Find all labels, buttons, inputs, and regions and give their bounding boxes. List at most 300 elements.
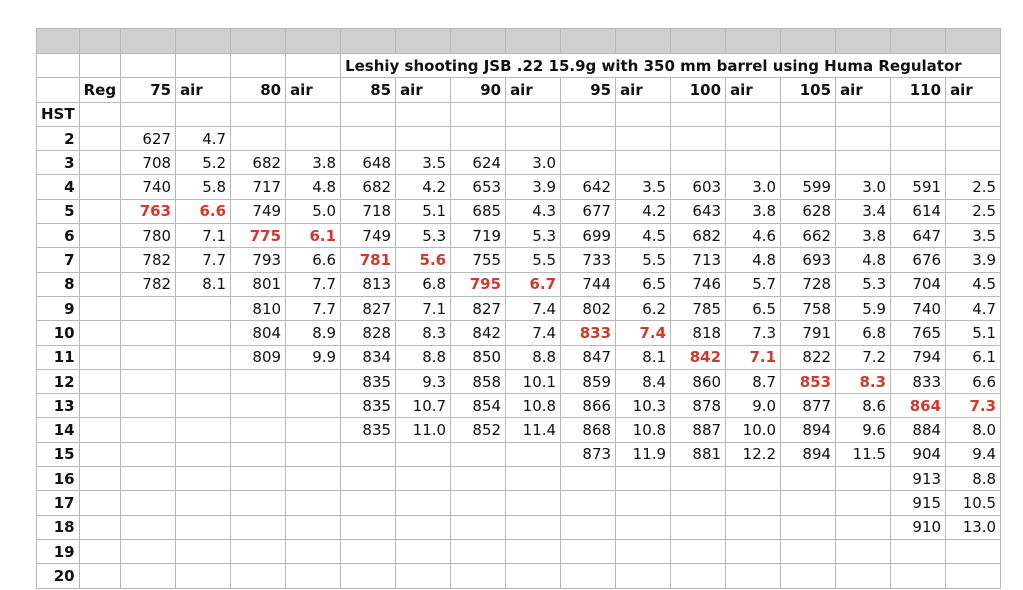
gray-header-cell[interactable] bbox=[946, 29, 1001, 54]
hst-value[interactable]: 20 bbox=[37, 564, 80, 588]
air-value[interactable]: 3.9 bbox=[506, 175, 561, 199]
air-value[interactable] bbox=[616, 467, 671, 491]
fps-value[interactable] bbox=[671, 491, 726, 515]
air-value[interactable]: 9.6 bbox=[836, 418, 891, 442]
hst-header[interactable]: HST bbox=[37, 102, 80, 126]
fps-value[interactable] bbox=[891, 564, 946, 588]
air-header[interactable]: air bbox=[286, 78, 341, 102]
air-value[interactable] bbox=[726, 515, 781, 539]
fps-value[interactable] bbox=[121, 442, 176, 466]
fps-value[interactable]: 733 bbox=[561, 248, 616, 272]
air-value[interactable]: 6.8 bbox=[836, 321, 891, 345]
fps-value[interactable] bbox=[121, 418, 176, 442]
fps-value[interactable]: 614 bbox=[891, 199, 946, 223]
cell[interactable] bbox=[506, 102, 561, 126]
air-value[interactable]: 7.2 bbox=[836, 345, 891, 369]
fps-value[interactable]: 801 bbox=[231, 272, 286, 296]
air-value[interactable] bbox=[176, 394, 231, 418]
fps-value[interactable] bbox=[121, 296, 176, 320]
fps-value[interactable]: 643 bbox=[671, 199, 726, 223]
reg-cell[interactable] bbox=[79, 199, 120, 223]
fps-value[interactable] bbox=[781, 539, 836, 563]
fps-value[interactable] bbox=[561, 564, 616, 588]
fps-value[interactable] bbox=[231, 564, 286, 588]
air-value[interactable]: 4.7 bbox=[946, 296, 1001, 320]
air-value[interactable]: 8.4 bbox=[616, 369, 671, 393]
air-value[interactable]: 8.3 bbox=[836, 369, 891, 393]
fps-value[interactable] bbox=[121, 539, 176, 563]
gray-header-cell[interactable] bbox=[37, 29, 80, 54]
air-value[interactable] bbox=[286, 564, 341, 588]
fps-value[interactable]: 647 bbox=[891, 224, 946, 248]
air-value[interactable]: 4.7 bbox=[176, 126, 231, 150]
fps-value[interactable] bbox=[341, 491, 396, 515]
reg-cell[interactable] bbox=[79, 321, 120, 345]
gray-header-cell[interactable] bbox=[451, 29, 506, 54]
fps-value[interactable] bbox=[121, 515, 176, 539]
reg-cell[interactable] bbox=[79, 272, 120, 296]
air-value[interactable] bbox=[286, 515, 341, 539]
cell[interactable] bbox=[176, 102, 231, 126]
fps-value[interactable]: 682 bbox=[231, 151, 286, 175]
fps-value[interactable] bbox=[121, 369, 176, 393]
fps-value[interactable]: 842 bbox=[671, 345, 726, 369]
fps-value[interactable]: 740 bbox=[121, 175, 176, 199]
fps-value[interactable]: 833 bbox=[891, 369, 946, 393]
fps-value[interactable] bbox=[781, 126, 836, 150]
air-value[interactable]: 10.1 bbox=[506, 369, 561, 393]
air-value[interactable]: 4.8 bbox=[286, 175, 341, 199]
air-value[interactable]: 5.5 bbox=[616, 248, 671, 272]
fps-value[interactable] bbox=[781, 151, 836, 175]
cell[interactable] bbox=[781, 102, 836, 126]
air-value[interactable]: 11.0 bbox=[396, 418, 451, 442]
fps-value[interactable] bbox=[231, 515, 286, 539]
air-value[interactable]: 6.8 bbox=[396, 272, 451, 296]
gray-header-cell[interactable] bbox=[891, 29, 946, 54]
gray-header-cell[interactable] bbox=[396, 29, 451, 54]
fps-value[interactable]: 852 bbox=[451, 418, 506, 442]
gray-header-cell[interactable] bbox=[726, 29, 781, 54]
air-value[interactable]: 7.7 bbox=[286, 296, 341, 320]
air-value[interactable]: 5.8 bbox=[176, 175, 231, 199]
air-value[interactable]: 4.6 bbox=[726, 224, 781, 248]
air-value[interactable] bbox=[616, 515, 671, 539]
air-value[interactable] bbox=[286, 442, 341, 466]
hst-value[interactable]: 12 bbox=[37, 369, 80, 393]
fps-value[interactable] bbox=[121, 345, 176, 369]
air-value[interactable] bbox=[946, 564, 1001, 588]
air-header[interactable]: air bbox=[506, 78, 561, 102]
fps-value[interactable]: 794 bbox=[891, 345, 946, 369]
fps-value[interactable] bbox=[341, 564, 396, 588]
fps-value[interactable] bbox=[891, 539, 946, 563]
fps-value[interactable]: 755 bbox=[451, 248, 506, 272]
cell[interactable] bbox=[396, 102, 451, 126]
fps-value[interactable] bbox=[231, 539, 286, 563]
fps-value[interactable]: 915 bbox=[891, 491, 946, 515]
fps-value[interactable]: 693 bbox=[781, 248, 836, 272]
air-value[interactable] bbox=[836, 515, 891, 539]
gray-header-cell[interactable] bbox=[341, 29, 396, 54]
fps-value[interactable] bbox=[561, 491, 616, 515]
hst-value[interactable]: 8 bbox=[37, 272, 80, 296]
cell[interactable] bbox=[79, 102, 120, 126]
fps-value[interactable]: 835 bbox=[341, 369, 396, 393]
air-value[interactable]: 11.5 bbox=[836, 442, 891, 466]
hst-value[interactable]: 5 bbox=[37, 199, 80, 223]
air-value[interactable]: 4.8 bbox=[836, 248, 891, 272]
air-value[interactable]: 3.8 bbox=[286, 151, 341, 175]
fps-value[interactable]: 878 bbox=[671, 394, 726, 418]
fps-value[interactable] bbox=[891, 126, 946, 150]
hst-value[interactable]: 2 bbox=[37, 126, 80, 150]
fps-value[interactable]: 749 bbox=[231, 199, 286, 223]
cell[interactable] bbox=[891, 102, 946, 126]
fps-value[interactable]: 894 bbox=[781, 418, 836, 442]
fps-value[interactable]: 749 bbox=[341, 224, 396, 248]
fps-value[interactable]: 713 bbox=[671, 248, 726, 272]
cell[interactable] bbox=[121, 54, 176, 78]
cell[interactable] bbox=[561, 102, 616, 126]
hst-value[interactable]: 3 bbox=[37, 151, 80, 175]
fps-value[interactable] bbox=[671, 126, 726, 150]
fps-value[interactable]: 822 bbox=[781, 345, 836, 369]
reg-cell[interactable] bbox=[79, 369, 120, 393]
fps-value[interactable] bbox=[121, 467, 176, 491]
air-value[interactable]: 5.1 bbox=[396, 199, 451, 223]
air-value[interactable]: 6.5 bbox=[726, 296, 781, 320]
air-value[interactable]: 6.1 bbox=[286, 224, 341, 248]
air-value[interactable] bbox=[836, 151, 891, 175]
air-value[interactable] bbox=[836, 564, 891, 588]
air-value[interactable] bbox=[286, 394, 341, 418]
fps-value[interactable]: 699 bbox=[561, 224, 616, 248]
fps-value[interactable] bbox=[561, 515, 616, 539]
air-value[interactable] bbox=[506, 491, 561, 515]
air-value[interactable]: 8.1 bbox=[616, 345, 671, 369]
fps-value[interactable] bbox=[561, 126, 616, 150]
cell[interactable] bbox=[121, 102, 176, 126]
reg-cell[interactable] bbox=[79, 175, 120, 199]
air-value[interactable]: 6.5 bbox=[616, 272, 671, 296]
air-value[interactable] bbox=[396, 442, 451, 466]
air-value[interactable]: 2.5 bbox=[946, 199, 1001, 223]
air-value[interactable]: 12.2 bbox=[726, 442, 781, 466]
air-header[interactable]: air bbox=[836, 78, 891, 102]
reg-cell[interactable] bbox=[79, 539, 120, 563]
cell[interactable] bbox=[341, 102, 396, 126]
cell[interactable] bbox=[286, 102, 341, 126]
air-value[interactable]: 5.2 bbox=[176, 151, 231, 175]
reg-cell[interactable] bbox=[79, 248, 120, 272]
air-value[interactable] bbox=[286, 467, 341, 491]
hst-value[interactable]: 4 bbox=[37, 175, 80, 199]
fps-value[interactable] bbox=[231, 442, 286, 466]
gray-header-cell[interactable] bbox=[176, 29, 231, 54]
air-header[interactable]: air bbox=[176, 78, 231, 102]
air-value[interactable]: 3.9 bbox=[946, 248, 1001, 272]
gray-header-cell[interactable] bbox=[506, 29, 561, 54]
fps-value[interactable]: 775 bbox=[231, 224, 286, 248]
reg-cell[interactable] bbox=[79, 151, 120, 175]
air-header[interactable]: air bbox=[946, 78, 1001, 102]
fps-value[interactable]: 827 bbox=[451, 296, 506, 320]
air-value[interactable]: 5.3 bbox=[396, 224, 451, 248]
fps-value[interactable]: 860 bbox=[671, 369, 726, 393]
fps-value[interactable]: 884 bbox=[891, 418, 946, 442]
air-value[interactable] bbox=[506, 442, 561, 466]
air-value[interactable]: 3.0 bbox=[836, 175, 891, 199]
air-header[interactable]: air bbox=[726, 78, 781, 102]
air-value[interactable] bbox=[396, 564, 451, 588]
hst-value[interactable]: 9 bbox=[37, 296, 80, 320]
fps-value[interactable]: 835 bbox=[341, 418, 396, 442]
fps-value[interactable]: 881 bbox=[671, 442, 726, 466]
fps-value[interactable]: 782 bbox=[121, 248, 176, 272]
fps-value[interactable]: 758 bbox=[781, 296, 836, 320]
fps-value[interactable]: 717 bbox=[231, 175, 286, 199]
cell[interactable] bbox=[231, 102, 286, 126]
fps-value[interactable]: 599 bbox=[781, 175, 836, 199]
air-value[interactable] bbox=[836, 126, 891, 150]
gray-header-cell[interactable] bbox=[616, 29, 671, 54]
air-value[interactable]: 7.7 bbox=[286, 272, 341, 296]
air-value[interactable] bbox=[506, 539, 561, 563]
air-value[interactable]: 8.7 bbox=[726, 369, 781, 393]
air-value[interactable] bbox=[176, 321, 231, 345]
fps-value[interactable]: 913 bbox=[891, 467, 946, 491]
air-value[interactable] bbox=[616, 564, 671, 588]
cell[interactable] bbox=[176, 54, 231, 78]
fps-value[interactable] bbox=[451, 126, 506, 150]
air-value[interactable]: 7.3 bbox=[946, 394, 1001, 418]
fps-value[interactable]: 740 bbox=[891, 296, 946, 320]
fps-header[interactable]: 75 bbox=[121, 78, 176, 102]
air-value[interactable]: 3.8 bbox=[836, 224, 891, 248]
cell[interactable] bbox=[451, 102, 506, 126]
cell[interactable] bbox=[286, 54, 341, 78]
air-value[interactable] bbox=[176, 418, 231, 442]
fps-value[interactable] bbox=[341, 515, 396, 539]
air-value[interactable]: 3.5 bbox=[396, 151, 451, 175]
reg-header[interactable]: Reg bbox=[79, 78, 120, 102]
air-value[interactable] bbox=[176, 345, 231, 369]
cell[interactable] bbox=[231, 54, 286, 78]
fps-value[interactable]: 795 bbox=[451, 272, 506, 296]
air-value[interactable] bbox=[176, 467, 231, 491]
reg-cell[interactable] bbox=[79, 345, 120, 369]
air-value[interactable] bbox=[176, 539, 231, 563]
air-value[interactable] bbox=[396, 539, 451, 563]
fps-value[interactable] bbox=[451, 564, 506, 588]
reg-cell[interactable] bbox=[79, 126, 120, 150]
hst-value[interactable]: 16 bbox=[37, 467, 80, 491]
fps-value[interactable]: 793 bbox=[231, 248, 286, 272]
air-value[interactable]: 11.4 bbox=[506, 418, 561, 442]
fps-value[interactable]: 624 bbox=[451, 151, 506, 175]
air-value[interactable] bbox=[176, 296, 231, 320]
fps-value[interactable]: 744 bbox=[561, 272, 616, 296]
fps-value[interactable]: 842 bbox=[451, 321, 506, 345]
air-value[interactable] bbox=[616, 539, 671, 563]
cell[interactable] bbox=[37, 78, 80, 102]
fps-value[interactable]: 685 bbox=[451, 199, 506, 223]
fps-value[interactable]: 804 bbox=[231, 321, 286, 345]
air-value[interactable]: 7.4 bbox=[506, 296, 561, 320]
fps-value[interactable] bbox=[231, 394, 286, 418]
reg-cell[interactable] bbox=[79, 467, 120, 491]
air-value[interactable]: 10.7 bbox=[396, 394, 451, 418]
air-value[interactable] bbox=[286, 369, 341, 393]
fps-value[interactable]: 653 bbox=[451, 175, 506, 199]
gray-header-cell[interactable] bbox=[79, 29, 120, 54]
fps-value[interactable]: 868 bbox=[561, 418, 616, 442]
fps-value[interactable]: 782 bbox=[121, 272, 176, 296]
air-value[interactable]: 8.8 bbox=[946, 467, 1001, 491]
fps-value[interactable]: 866 bbox=[561, 394, 616, 418]
air-value[interactable]: 6.6 bbox=[286, 248, 341, 272]
air-value[interactable]: 10.8 bbox=[506, 394, 561, 418]
fps-value[interactable] bbox=[781, 515, 836, 539]
air-value[interactable]: 7.4 bbox=[506, 321, 561, 345]
fps-value[interactable] bbox=[671, 515, 726, 539]
fps-value[interactable]: 858 bbox=[451, 369, 506, 393]
air-value[interactable]: 8.8 bbox=[396, 345, 451, 369]
fps-value[interactable]: 746 bbox=[671, 272, 726, 296]
hst-value[interactable]: 17 bbox=[37, 491, 80, 515]
fps-value[interactable]: 719 bbox=[451, 224, 506, 248]
fps-value[interactable] bbox=[341, 467, 396, 491]
fps-value[interactable]: 791 bbox=[781, 321, 836, 345]
hst-value[interactable]: 13 bbox=[37, 394, 80, 418]
reg-cell[interactable] bbox=[79, 564, 120, 588]
air-value[interactable]: 3.5 bbox=[946, 224, 1001, 248]
fps-value[interactable] bbox=[451, 491, 506, 515]
air-value[interactable]: 5.7 bbox=[726, 272, 781, 296]
fps-value[interactable] bbox=[561, 151, 616, 175]
air-value[interactable]: 11.9 bbox=[616, 442, 671, 466]
fps-value[interactable]: 877 bbox=[781, 394, 836, 418]
air-header[interactable]: air bbox=[396, 78, 451, 102]
air-value[interactable] bbox=[286, 126, 341, 150]
fps-value[interactable]: 662 bbox=[781, 224, 836, 248]
air-value[interactable] bbox=[726, 126, 781, 150]
air-value[interactable] bbox=[726, 491, 781, 515]
air-value[interactable]: 5.3 bbox=[506, 224, 561, 248]
air-value[interactable] bbox=[176, 564, 231, 588]
fps-value[interactable]: 887 bbox=[671, 418, 726, 442]
air-value[interactable] bbox=[726, 467, 781, 491]
fps-value[interactable] bbox=[121, 394, 176, 418]
fps-header[interactable]: 105 bbox=[781, 78, 836, 102]
fps-value[interactable]: 785 bbox=[671, 296, 726, 320]
fps-header[interactable]: 80 bbox=[231, 78, 286, 102]
fps-value[interactable] bbox=[121, 564, 176, 588]
gray-header-cell[interactable] bbox=[836, 29, 891, 54]
air-value[interactable]: 6.6 bbox=[176, 199, 231, 223]
fps-value[interactable] bbox=[341, 126, 396, 150]
air-value[interactable] bbox=[726, 151, 781, 175]
fps-header[interactable]: 85 bbox=[341, 78, 396, 102]
air-value[interactable] bbox=[176, 369, 231, 393]
fps-value[interactable] bbox=[561, 467, 616, 491]
reg-cell[interactable] bbox=[79, 491, 120, 515]
air-value[interactable] bbox=[286, 491, 341, 515]
air-value[interactable]: 3.4 bbox=[836, 199, 891, 223]
gray-header-cell[interactable] bbox=[781, 29, 836, 54]
fps-value[interactable]: 677 bbox=[561, 199, 616, 223]
fps-value[interactable] bbox=[121, 321, 176, 345]
air-value[interactable]: 7.1 bbox=[726, 345, 781, 369]
fps-value[interactable] bbox=[671, 467, 726, 491]
reg-cell[interactable] bbox=[79, 296, 120, 320]
air-value[interactable] bbox=[396, 491, 451, 515]
air-value[interactable]: 5.3 bbox=[836, 272, 891, 296]
cell[interactable] bbox=[616, 102, 671, 126]
fps-header[interactable]: 110 bbox=[891, 78, 946, 102]
air-value[interactable]: 8.8 bbox=[506, 345, 561, 369]
reg-cell[interactable] bbox=[79, 418, 120, 442]
air-value[interactable] bbox=[946, 151, 1001, 175]
fps-value[interactable]: 827 bbox=[341, 296, 396, 320]
air-value[interactable]: 9.9 bbox=[286, 345, 341, 369]
air-value[interactable]: 5.5 bbox=[506, 248, 561, 272]
gray-header-cell[interactable] bbox=[671, 29, 726, 54]
air-value[interactable]: 4.5 bbox=[946, 272, 1001, 296]
cell[interactable] bbox=[836, 102, 891, 126]
air-value[interactable]: 6.7 bbox=[506, 272, 561, 296]
fps-value[interactable] bbox=[781, 491, 836, 515]
air-value[interactable] bbox=[616, 126, 671, 150]
air-value[interactable]: 13.0 bbox=[946, 515, 1001, 539]
hst-value[interactable]: 6 bbox=[37, 224, 80, 248]
air-value[interactable] bbox=[726, 564, 781, 588]
fps-value[interactable]: 627 bbox=[121, 126, 176, 150]
table-title[interactable]: Leshiy shooting JSB .22 15.9g with 350 mm barrel using Huma Regulator bbox=[341, 54, 1001, 78]
reg-cell[interactable] bbox=[79, 224, 120, 248]
air-value[interactable] bbox=[506, 126, 561, 150]
air-value[interactable]: 7.1 bbox=[176, 224, 231, 248]
fps-value[interactable] bbox=[121, 491, 176, 515]
fps-value[interactable] bbox=[781, 467, 836, 491]
fps-header[interactable]: 100 bbox=[671, 78, 726, 102]
gray-header-cell[interactable] bbox=[231, 29, 286, 54]
hst-value[interactable]: 10 bbox=[37, 321, 80, 345]
fps-value[interactable]: 873 bbox=[561, 442, 616, 466]
air-value[interactable]: 10.0 bbox=[726, 418, 781, 442]
fps-value[interactable] bbox=[781, 564, 836, 588]
gray-header-cell[interactable] bbox=[121, 29, 176, 54]
cell[interactable] bbox=[946, 102, 1001, 126]
air-value[interactable]: 8.9 bbox=[286, 321, 341, 345]
air-value[interactable]: 9.4 bbox=[946, 442, 1001, 466]
fps-value[interactable]: 809 bbox=[231, 345, 286, 369]
air-value[interactable]: 3.0 bbox=[726, 175, 781, 199]
fps-value[interactable]: 591 bbox=[891, 175, 946, 199]
fps-value[interactable]: 894 bbox=[781, 442, 836, 466]
air-value[interactable] bbox=[836, 491, 891, 515]
air-value[interactable]: 3.5 bbox=[616, 175, 671, 199]
fps-value[interactable]: 628 bbox=[781, 199, 836, 223]
fps-value[interactable]: 859 bbox=[561, 369, 616, 393]
air-value[interactable]: 5.1 bbox=[946, 321, 1001, 345]
fps-value[interactable] bbox=[231, 467, 286, 491]
fps-value[interactable] bbox=[671, 539, 726, 563]
air-value[interactable]: 4.8 bbox=[726, 248, 781, 272]
air-value[interactable]: 6.6 bbox=[946, 369, 1001, 393]
air-value[interactable]: 2.5 bbox=[946, 175, 1001, 199]
